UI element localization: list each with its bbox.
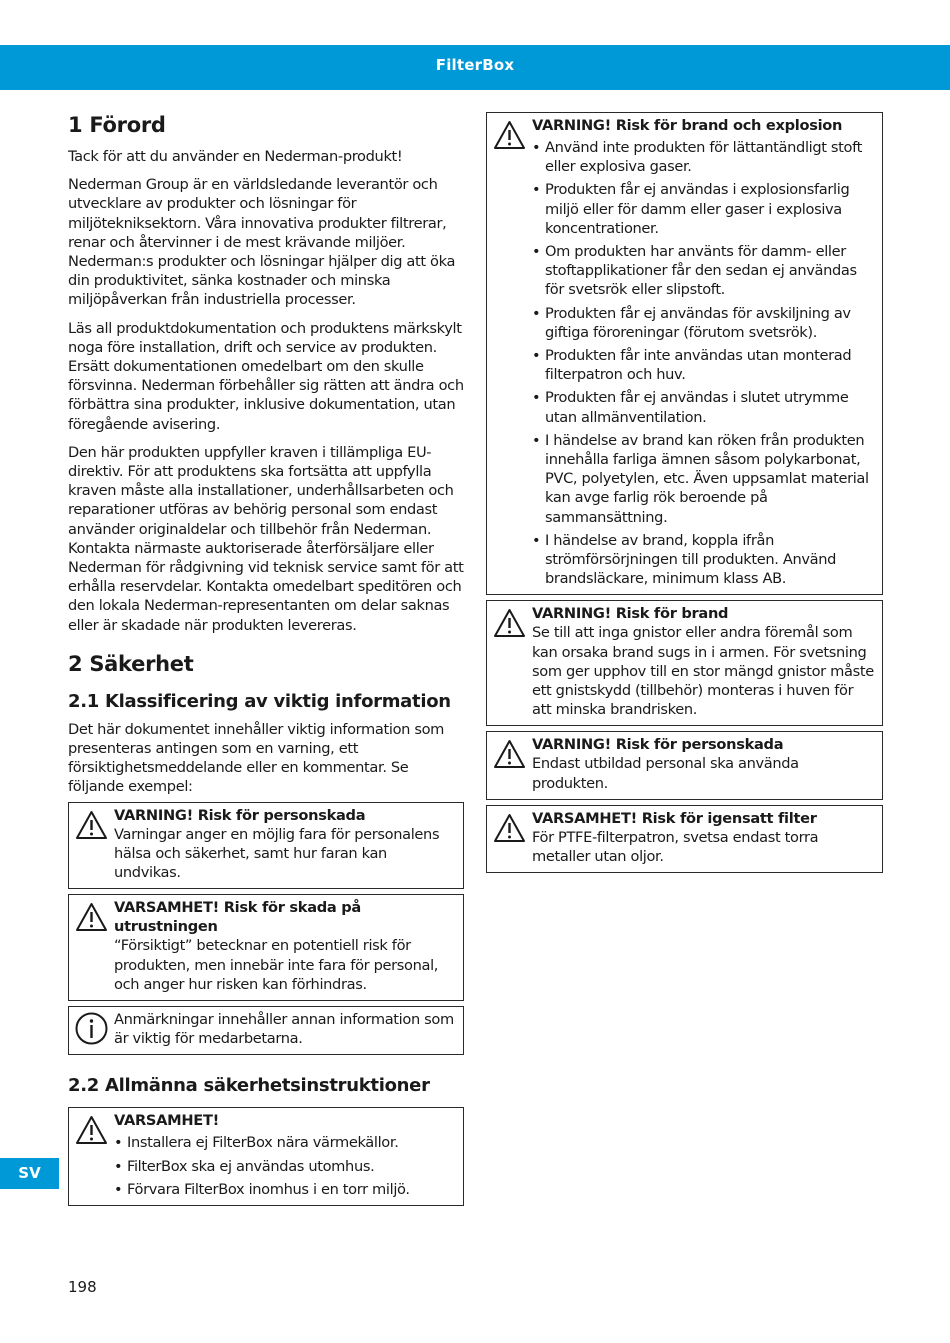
warning-title: VARNING! Risk för personskada [114, 806, 366, 824]
filter-text: För PTFE-filterpatron, svetsa endast torra metaller utan oljor. [532, 828, 819, 866]
language-tab: SV [0, 1158, 59, 1189]
page-number: 198 [68, 1278, 97, 1296]
caution-box-general [68, 1107, 464, 1206]
warning-box-fire-explosion [486, 112, 883, 595]
list-item: • Förvara FilterBox inomhus i en torr miljö. [114, 1180, 457, 1199]
warning-box-personal [486, 731, 883, 799]
list-item: • I händelse av brand kan röken från produkten innehålla farliga ämnen såsom polykarbonat, PVC, polyetylen, etc. Även uppsamlat material kan avge farlig rök beroende på sammansättning. [532, 431, 876, 527]
section-heading-sakerhet: 2 Säkerhet [68, 651, 194, 676]
warning-box-fire [486, 600, 883, 726]
fire-text: Se till att inga gnistor eller andra föremål som kan orsaka brand sugs in i armen. För svetsning som ger upphov till en stor mängd gnistor måste ett gnistskydd (tillbehör) monteras i huven för att minska brandrisken. [532, 624, 874, 719]
list-item: • Använd inte produkten för lättantändligt stoft eller explosiva gaser. [532, 138, 876, 176]
personal-text: Endast utbildad personal ska använda produkten. [532, 755, 799, 792]
warning-triangle-icon [493, 608, 526, 638]
caution-title: VARSAMHET! Risk för skada på utrustningen [114, 899, 361, 936]
right-column [486, 112, 883, 873]
warning-text: Varningar anger en möjlig fara för personalens hälsa och säkerhet, samt hur faran kan undvikas. [114, 825, 440, 882]
left-column [68, 110, 464, 1206]
list-item: • Om produkten har använts för damm- eller stoftapplikationer får den sedan ej användas för svetsrök eller slipstoft. [532, 242, 876, 300]
warning-triangle-icon [493, 813, 526, 843]
info-circle-icon [75, 1012, 108, 1045]
header-title: FilterBox [435, 56, 515, 74]
caution-box-equipment [68, 894, 464, 1001]
note-text: Anmärkningar innehåller annan information som är viktig för medarbetarna. [114, 1010, 454, 1048]
warning-triangle-icon [75, 1115, 108, 1145]
list-item: • Produkten får ej användas för avskiljning av giftiga föroreningar (förutom svetsrök). [532, 304, 876, 342]
list-item: • Produkten får ej användas i explosionsfarlig miljö eller för damm eller gaser i explosiva koncentrationer. [532, 180, 876, 238]
filter-title: VARSAMHET! Risk för igensatt filter [532, 809, 817, 827]
paragraph-documentation: Läs all produktdokumentation och produktens märkskylt noga före installation, drift och service av produkten. Ersätt dokumentationen omedelbart om den skulle försvinna. Nederman förbehåller sig rätten att ändra och förbättra sina produkter, inklusive dokumentation, utan föregående avisering. [68, 319, 464, 433]
warning-triangle-icon [493, 120, 526, 150]
list-item: • I händelse av brand, koppla ifrån strömförsörjningen till produkten. Använd brandsläckare, minimum klass AB. [532, 531, 876, 589]
list-item: • FilterBox ska ej användas utomhus. [114, 1157, 457, 1176]
general-caution-list [114, 1133, 457, 1199]
fire-explosion-list [532, 138, 876, 588]
caution-text: “Försiktigt” betecknar en potentiell risk för produkten, men innebär inte fara för personal, och anger hur risken kan förhindras. [114, 937, 439, 993]
warning-triangle-icon [75, 902, 108, 932]
warning-triangle-icon [75, 810, 108, 840]
warning-triangle-icon [493, 739, 526, 769]
subsection-heading-general-safety: 2.2 Allmänna säkerhetsinstruktioner [68, 1075, 430, 1097]
subsection-heading-classification: 2.1 Klassificering av viktig information [68, 690, 451, 712]
paragraph-eu-directive: Den här produkten uppfyller kraven i tillämpliga EU-direktiv. För att produktens ska fortsätta att uppfylla kraven måste alla installationer, underhållsarbeten och reparationer utföras av behörig personal som endast använder originaldelar och tillbehör från Nederman. Kontakta närmaste auktoriserade återförsäljare eller Nederman för rådgivning vid teknisk service samt för att erhålla reservdelar. Kontakta omedelbart speditören och den lokala Nederman-representanten om delar saknas eller är skadade när produkten levereras. [68, 443, 464, 634]
list-item: • Produkten får ej användas i slutet utrymme utan allmänventilation. [532, 388, 876, 426]
general-caution-title: VARSAMHET! [114, 1112, 219, 1130]
fire-title: VARNING! Risk för brand [532, 605, 729, 623]
paragraph-company: Nederman Group är en världsledande leverantör och utvecklare av produkter och lösningar för miljötekniksektorn. Våra innovativa produkter filtrerar, renar och återvinner i de mest krävande miljöer. Nederman:s produkter och lösningar hjälper dig att öka din produktivitet, sänka kostnader och minska miljöpåverkan från industriella processer. [68, 176, 456, 309]
paragraph-classification: Det här dokumentet innehåller viktig information som presenteras antingen som en varning, ett försiktighetsmeddelande eller en kommentar. Se följande exempel: [68, 720, 445, 796]
note-box [68, 1006, 464, 1055]
list-item: • Installera ej FilterBox nära värmekällor. [114, 1133, 457, 1152]
section-heading-forord: 1 Förord [68, 113, 166, 137]
list-item: • Produkten får inte användas utan monterad filterpatron och huv. [532, 346, 876, 384]
paragraph-thanks: Tack för att du använder en Nederman-produkt! [68, 148, 403, 165]
personal-title: VARNING! Risk för personskada [532, 736, 784, 754]
fire-explosion-title: VARNING! Risk för brand och explosion [532, 117, 843, 134]
warning-box-personal-injury [68, 802, 464, 890]
caution-box-filter [486, 805, 883, 873]
